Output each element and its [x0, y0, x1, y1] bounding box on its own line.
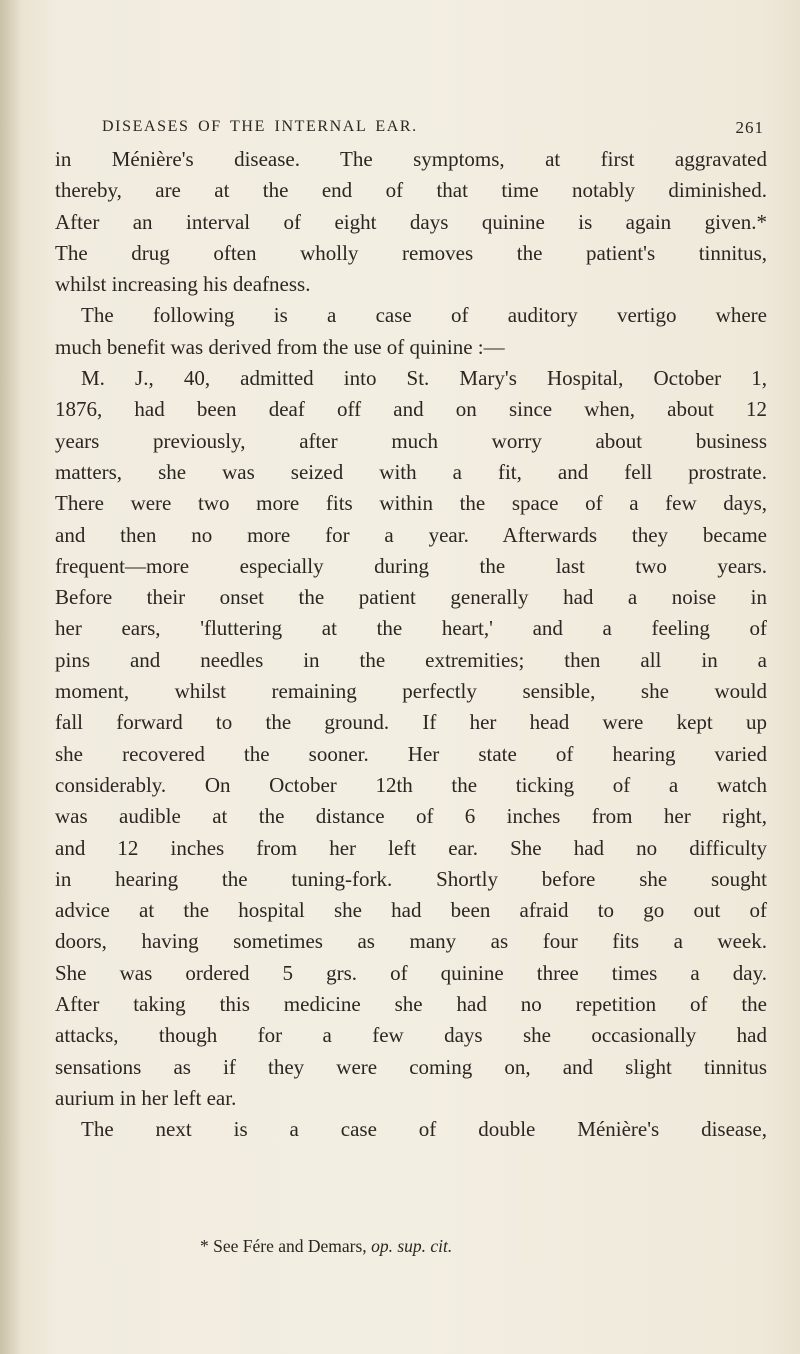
page-number: 261 [735, 118, 764, 137]
text-line: and 12 inches from her left ear. She had no difficulty [55, 835, 767, 860]
text-line: and then no more for a year. Afterwards they became [55, 522, 767, 547]
text-line: she recovered the sooner. Her state of hearing varied [55, 741, 767, 766]
text-line: much benefit was derived from the use of quinine :— [55, 334, 505, 359]
text-line: After an interval of eight days quinine is again given.* [55, 209, 767, 234]
text-line: attacks, though for a few days she occasionally had [55, 1023, 767, 1048]
text-line: thereby, are at the end of that time notably diminished. [55, 178, 767, 203]
text-line: was audible at the distance of 6 inches from her right, [55, 804, 767, 829]
text-line: fall forward to the ground. If her head were kept up [55, 710, 767, 735]
spine-shadow [0, 0, 22, 1354]
text-line: frequent—more especially during the last two years. [55, 553, 767, 578]
body-text [55, 144, 767, 1146]
running-head [0, 118, 800, 142]
text-line: M. J., 40, admitted into St. Mary's Hospital, October 1, [81, 366, 767, 391]
text-line: aurium in her left ear. [55, 1085, 237, 1110]
footnote-text: * See Fére and Demars, [200, 1236, 367, 1256]
text-line: in Ménière's disease. The symptoms, at first aggravated [55, 147, 767, 171]
text-line: in hearing the tuning-fork. Shortly before she sought [55, 866, 767, 891]
text-line: sensations as if they were coming on, and slight tinnitus [55, 1054, 767, 1079]
text-line: After taking this medicine she had no repetition of the [55, 992, 767, 1017]
text-line: 1876, had been deaf off and on since when, about 12 [55, 397, 767, 422]
text-line: matters, she was seized with a fit, and fell prostrate. [55, 459, 767, 484]
running-title: DISEASES OF THE INTERNAL EAR. [102, 118, 418, 135]
text-line: The next is a case of double Ménière's disease, [81, 1117, 767, 1142]
text-line: She was ordered 5 grs. of quinine three times a day. [55, 960, 767, 985]
text-line: There were two more fits within the space of a few days, [55, 491, 767, 516]
text-line: The following is a case of auditory vertigo where [81, 303, 767, 328]
text-line: pins and needles in the extremities; then all in a [55, 647, 767, 672]
text-line: advice at the hospital she had been afraid to go out of [55, 898, 767, 923]
text-line: her ears, 'fluttering at the heart,' and a feeling of [55, 616, 767, 641]
text-line: considerably. On October 12th the ticking of a watch [55, 772, 767, 797]
footnote-citation: op. sup. cit. [371, 1236, 453, 1256]
footnote [200, 1236, 452, 1257]
text-line: moment, whilst remaining perfectly sensible, she would [55, 679, 767, 704]
text-line: doors, having sometimes as many as four fits a week. [55, 929, 767, 954]
text-line: The drug often wholly removes the patient's tinnitus, [55, 240, 767, 265]
text-line: whilst increasing his deafness. [55, 272, 311, 297]
text-line: Before their onset the patient generally had a noise in [55, 585, 767, 610]
text-line: years previously, after much worry about business [55, 428, 767, 453]
